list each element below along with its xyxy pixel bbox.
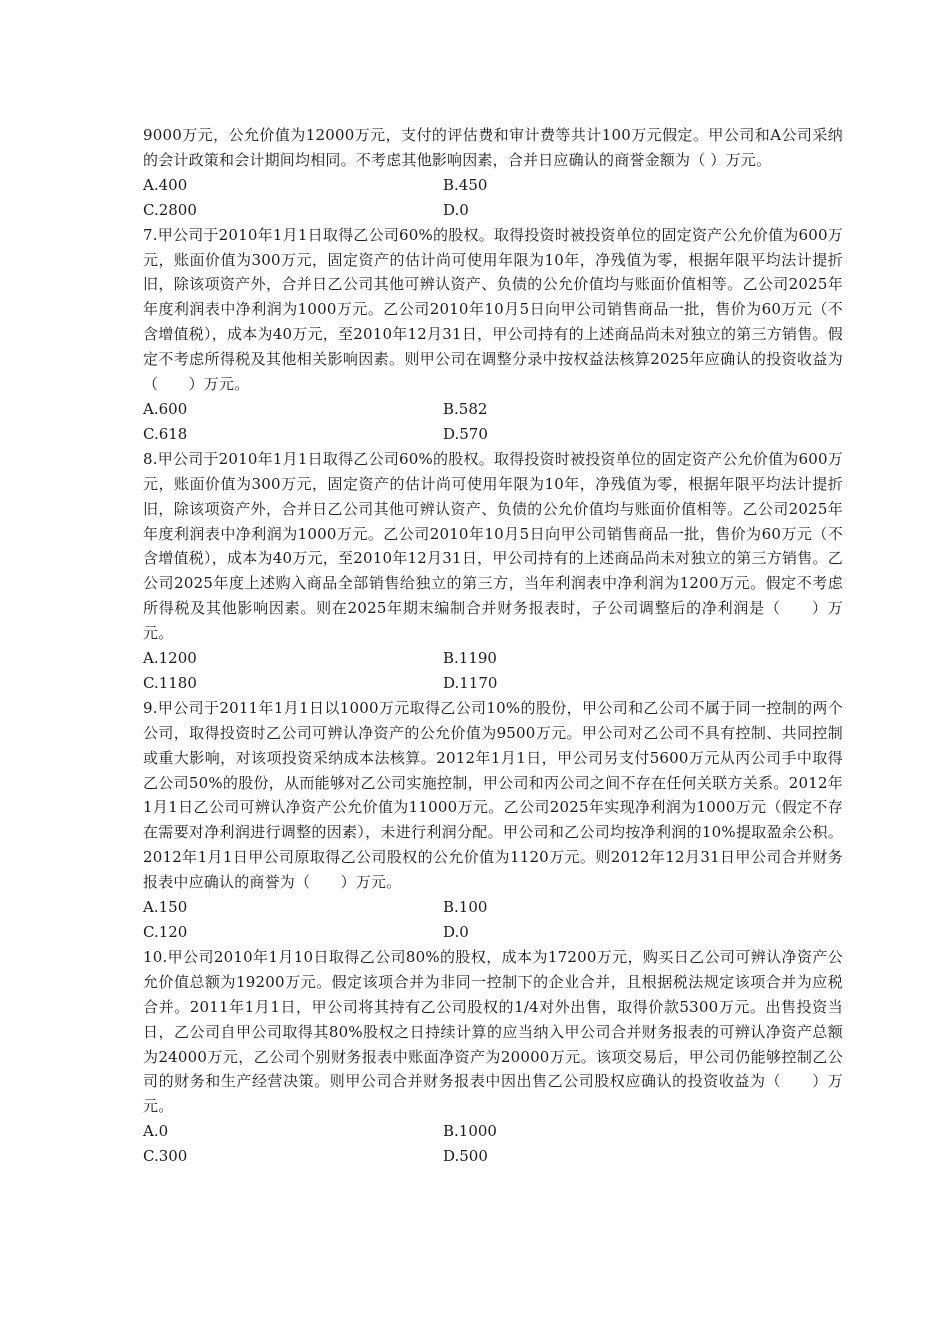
option-b: B.100 — [443, 898, 488, 917]
option-d: D.0 — [443, 923, 469, 941]
document-page — [143, 123, 843, 1169]
option-c: C.300 — [143, 1147, 188, 1166]
option-d: D.500 — [443, 1147, 488, 1166]
question-8-options — [143, 646, 843, 696]
option-a: A.150 — [143, 898, 188, 917]
option-a: A.0 — [143, 1122, 169, 1141]
question-7-options — [143, 397, 843, 447]
option-c: C.120 — [143, 923, 188, 941]
option-b: B.450 — [443, 175, 488, 194]
option-a: A.400 — [143, 175, 188, 194]
option-c: C.1180 — [143, 673, 197, 692]
option-d: D.0 — [443, 200, 469, 219]
option-b: B.1190 — [443, 649, 497, 668]
intro-options — [143, 173, 843, 223]
option-a: A.1200 — [143, 649, 197, 668]
option-d: D.1170 — [443, 673, 498, 692]
question-8-text: 8.甲公司于2010年1月1日取得乙公司60%的股权。取得投资时被投资单位的固定资产公允价值为600万元，账面价值为300万元，固定资产的估计尚可使用年限为10年，净残值为零，根据年限平均法计提折旧，除该项资产外，合并日乙公司其他可辨认资产、负债的公允价值均与账面价值相等。乙公司2025年年度利润表中净利润为1000万元。乙公司2010年10月5日向甲公司销售商品一批，售价为60万元（不含增值税），成本为40万元，至2010年12月31日，甲公司持有的上述商品尚未对独立的第三方销售。乙公司2025年度上述购入商品全部销售给独立的第三方，当年利润表中净利润为1200万元。假定不考虑所得税及其他影响因素。则在2025年期末编制合并财务报表时，子公司调整后的净利润是（ ）万元。 — [143, 449, 843, 643]
option-c: C.618 — [143, 424, 188, 443]
question-9-options — [143, 895, 843, 945]
question-7-text: 7.甲公司于2010年1月1日取得乙公司60%的股权。取得投资时被投资单位的固定资产公允价值为600万元，账面价值为300万元，固定资产的估计尚可使用年限为10年，净残值为零，根据年限平均法计提折旧，除该项资产外，合并日乙公司其他可辨认资产、负债的公允价值均与账面价值相等。乙公司2025年年度利润表中净利润为1000万元。乙公司2010年10月5日向甲公司销售商品一批，售价为60万元（不含增值税），成本为40万元，至2010年12月31日，甲公司持有的上述商品尚未对独立的第三方销售。假定不考虑所得税及其他相关影响因素。则甲公司在调整分录中按权益法核算2025年应确认的投资收益为（ ）万元。 — [143, 225, 843, 394]
option-c: C.2800 — [143, 200, 197, 219]
question-10-text: 10.甲公司2010年1月10日取得乙公司80%的股权，成本为17200万元，购买日乙公司可辨认净资产公允价值总额为19200万元。假定该项合并为非同一控制下的企业合并，且根据税法规定该项合并为应税合并。2011年1月1日，甲公司将其持有乙公司股权的1/4对外出售，取得价款5300万元。出售投资当日，乙公司自甲公司取得其80%股权之日持续计算的应当纳入甲公司合并财务报表的可辨认净资产总额为24000万元，乙公司个别财务报表中账面净资产为20000万元。该项交易后，甲公司仍能够控制乙公司的财务和生产经营决策。则甲公司合并财务报表中因出售乙公司股权应确认的投资收益为（ ）万元。 — [143, 947, 843, 1116]
option-d: D.570 — [443, 424, 488, 443]
intro-question-text: 9000万元，公允价值为12000万元，支付的评估费和审计费等共计100万元假定。甲公司和A公司采纳的会计政策和会计期间均相同。不考虑其他影响因素，合并日应确认的商誉金额为（ ）万元。 — [143, 126, 843, 169]
question-10-options — [143, 1119, 843, 1169]
option-b: B.1000 — [443, 1122, 497, 1141]
option-a: A.600 — [143, 399, 188, 418]
option-b: B.582 — [443, 399, 488, 418]
question-9-text: 9.甲公司于2011年1月1日以1000万元取得乙公司10%的股份，甲公司和乙公司不属于同一控制的两个公司，取得投资时乙公司可辨认净资产的公允价值为9500万元。甲公司对乙公司不具有控制、共同控制或重大影响，对该项投资采纳成本法核算。2012年1月1日，甲公司另支付5600万元从丙公司手中取得乙公司50%的股份，从而能够对乙公司实施控制，甲公司和丙公司之间不存在任何关联方关系。2012年1月1日乙公司可辨认净资产公允价值为11000万元。乙公司2025年实现净利润为1000万元（假定不存在需要对净利润进行调整的因素），未进行利润分配。甲公司和乙公司均按净利润的10%提取盈余公积。2012年1月1日甲公司原取得乙公司股权的公允价值为1120万元。则2012年12月31日甲公司合并财务报表中应确认的商誉为（ ）万元。 — [143, 698, 843, 892]
